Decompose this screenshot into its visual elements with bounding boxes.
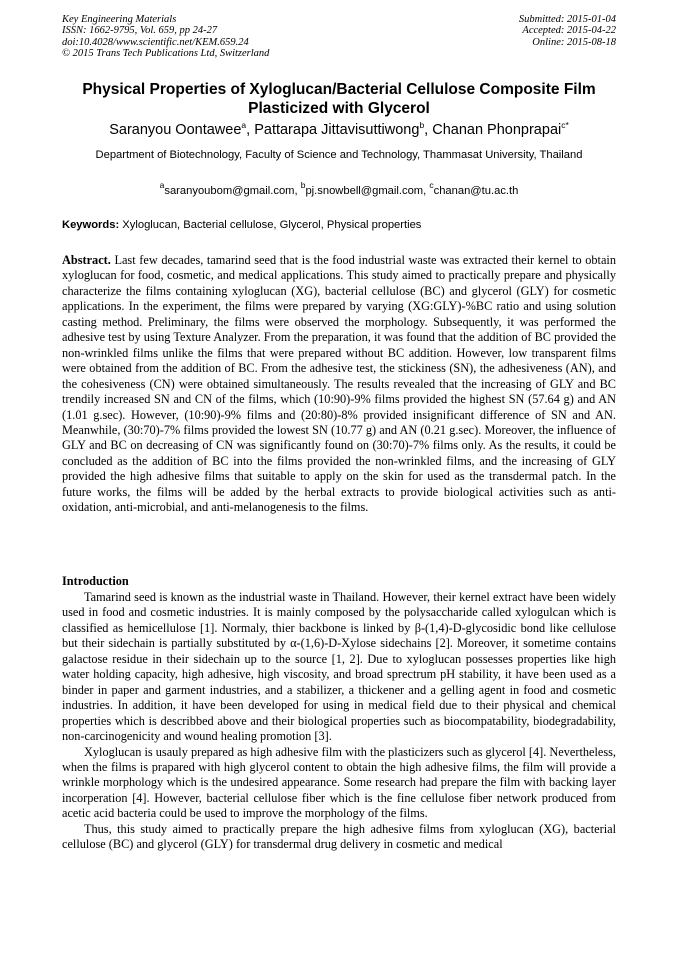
author-list [40,121,638,139]
author-affiliation-mark: b [419,120,425,130]
author-separator: , [424,122,433,138]
author-affiliation-mark: c* [561,120,569,130]
issn-line: ISSN: 1662-9795, Vol. 659, pp 24-27 [62,25,218,37]
journal-header-right [519,14,616,48]
affiliation: Department of Biotechnology, Faculty of Science and Technology, Thammasat University, Thailand [95,149,583,161]
author-name: Chanan Phonprapai [432,122,562,138]
keywords-line [62,218,616,233]
author-name: Pattarapa Jittavisuttiwong [254,122,420,138]
email-separator: , [423,185,430,197]
email-separator: , [294,185,301,197]
keywords-text: Xyloglucan, Bacterial cellulose, Glycerol, Physical properties [119,219,422,231]
online-date: Online: 2015-08-18 [532,36,616,48]
abstract-text: Last few decades, tamarind seed that is the food industrial waste was extracted their kernel to obtain xyloglucan for food, cosmetic, and medical applications. This study aimed to practically prepare and physically characterize the films containing xyloglucan (XG), bacterial cellulose (BC) and glycerol (GLY) for cosmetic applications. In the experiment, the films were prepared by varying (XG:GLY)-%BC ratio and using solution casting method. Preliminary, the films were observed the morphology. Subsequently, it was performed the adhesive test by using Texture Analyzer. From the preparation, it was found that the addition of BC provided the non-wrinkled films unlike the films that were prepared without BC addition. However, low transparent films were obtained from the addition of BC. From the adhesive test, the stickiness (SN), the adhesiveness (AN), and the cohesiveness (CN) were obtained simultaneously. The results revealed that the increasing of GLY and BC trendily increased SN and CN of the films, which (10:90)-9% films provided the highest SN (57.64 g) and AN (1.01 g.sec). However, (10:90)-9% films and (20:80)-8% provided insignificant difference of SN and AN. Meanwhile, (30:70)-7% films provided the lowest SN (10.77 g) and AN (0.21 g.sec). Moreover, the influence of GLY and BC on decreasing of CN was significantly found on (30:70)-7% films only. As the results, it could be concluded as the addition of BC into the films provided the non-wrinkled films, and the increasing of GLY provided the high adhesive films that suitable to apply on the skin for used as the transdermal patch. In the future works, the films will be added by the herbal extracts to provide biological activities such as anti-oxidation, anti-microbial, and anti-melanogenesis to the films. [62,253,616,515]
abstract-label: Abstract. [62,253,111,267]
abstract-paragraph [62,253,616,516]
keywords-label: Keywords: [62,219,120,231]
email-list [62,180,616,199]
email-address[interactable]: pj.snowbell@gmail.com [305,185,424,197]
body-paragraph: Tamarind seed is known as the industrial waste in Thailand. However, their kernel extract have been widely used in food and cosmetic industries. It is mainly composed by the polysaccharide called xylogulcan which is classified as hemicellulose [1]. Normaly, thier backbone is linked by β-(1,4)-D-glycosidic bond like cellulose but their sidechain is partially substituted by α-(1,6)-D-Xylose sidechains [2]. Moreover, it sometime contains galactose residue in their sidechain up to the source [1, 2]. Due to xyloglucan possesses properties like high water holding capacity, high adhesive, high viscosity, and broad sprectrum pH stability, it have been used as a binder in paper and garment industries, and a stabilizer, a thickener and a gelling agent in food and cosmetic industries. In addition, it have been developed for using in medical field due to their physical and chemical properties which is describbed above and their biological properties such as biocompatability, biodegradability, non-carcinogenicity and wound healing promotion [3]. [62,590,616,744]
submitted-date: Submitted: 2015-01-04 [518,14,616,25]
paper-title: Physical Properties of Xyloglucan/Bacterial Cellulose Composite Film Plasticized with Glycerol [82,81,596,117]
copyright-line: © 2015 Trans Tech Publications Ltd, Switzerland [62,47,270,59]
email-mark: c [429,180,434,190]
accepted-date: Accepted: 2015-04-22 [522,25,616,37]
doi-line[interactable]: doi:10.4028/www.scientific.net/KEM.659.24 [62,36,249,48]
email-mark: a [159,180,165,190]
section-heading-introduction: Introduction [62,574,129,588]
introduction-body [62,590,616,853]
author-affiliation-mark: a [241,120,247,130]
email-mark: b [300,180,306,190]
email-address[interactable]: saranyoubom@gmail.com [164,185,295,197]
journal-header-left [62,14,269,59]
email-address[interactable]: chanan@tu.ac.th [433,185,519,197]
body-paragraph: Thus, this study aimed to practically prepare the high adhesive films from xyloglucan (XG), bacterial cellulose (BC) and glycerol (GLY) for transdermal drug delivery in cosmetic and medical [62,821,616,852]
author-separator: , [246,122,255,138]
journal-name: Key Engineering Materials [62,14,177,25]
author-name: Saranyou Oontawee [109,122,242,138]
body-paragraph: Xyloglucan is usauly prepared as high adhesive film with the plasticizers such as glycerol [4]. Nevertheless, when the films is prapared with high glycerol content to obtain the high adhesive films, the film will provide a wrinkle morphology which is the undesired appearance. Some research had prepare the film with backing layer incorperation [4]. However, bacterial cellulose fiber which is the fine cellulose fiber network produced from acetic acid bacteria could be used to improve the morphology of the films. [62,744,616,821]
